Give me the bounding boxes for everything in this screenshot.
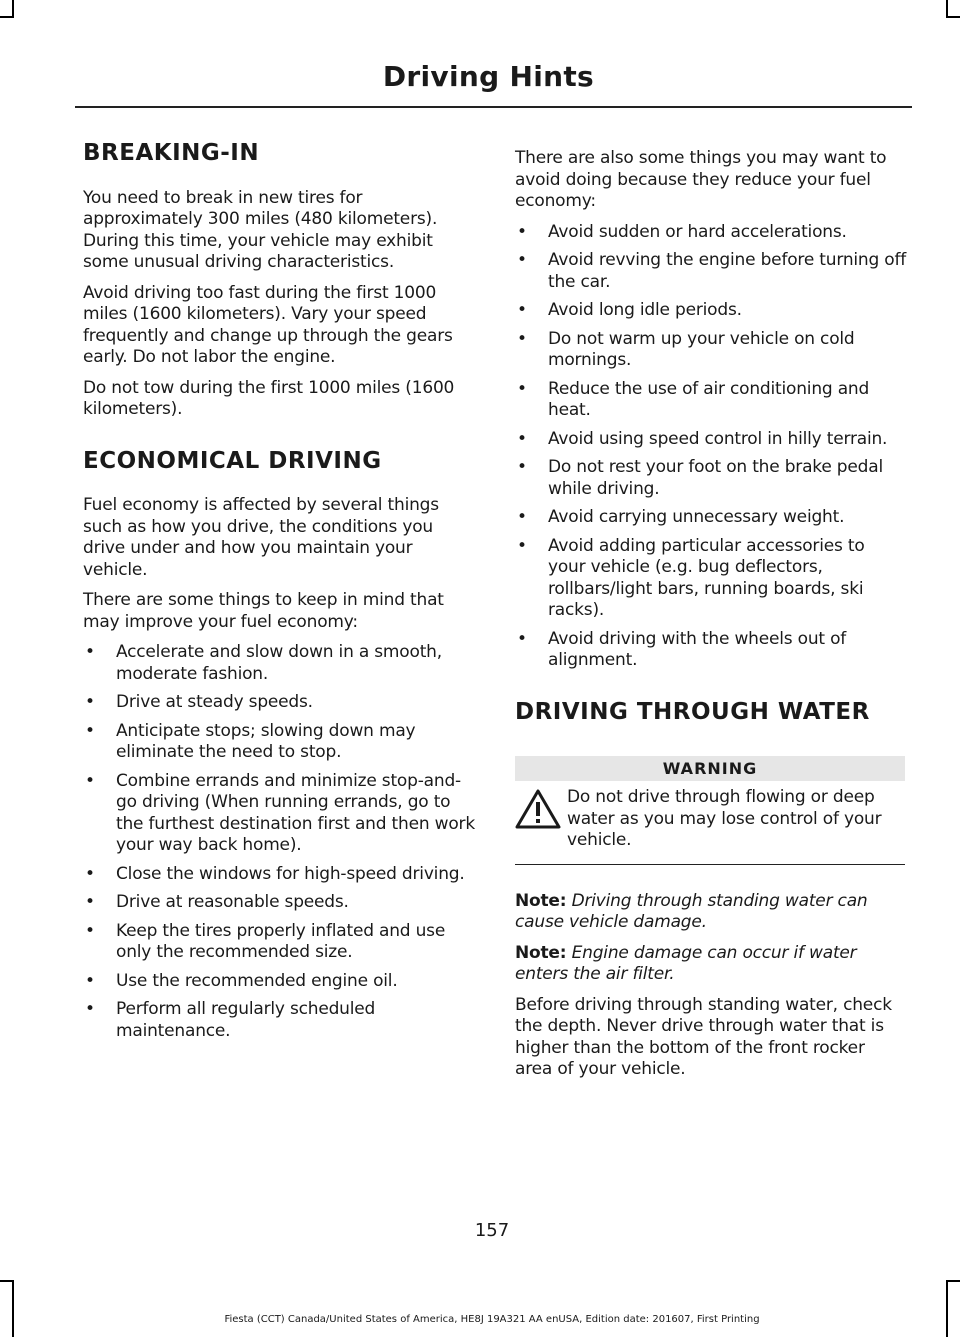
list-item: • Avoid adding particular accessories to your vehicle (e.g. bug deflectors, rollbars/light bars, running boards, ski racks). xyxy=(515,536,907,622)
list-item: • Do not rest your foot on the brake pedal while driving. xyxy=(515,457,907,500)
page-number: 157 xyxy=(474,1220,510,1241)
list-item: • Combine errands and minimize stop-and-go driving (When running errands, go to the furthest destination first and then work your way back home). xyxy=(83,771,475,857)
driving-through-water-heading: DRIVING THROUGH WATER xyxy=(515,698,870,725)
crop-mark xyxy=(12,1280,14,1337)
water-paragraph: Before driving through standing water, check the depth. Never drive through water that is higher than the bottom of the front rocker area of your vehicle. xyxy=(515,994,892,1080)
crop-mark xyxy=(946,1280,948,1337)
warning-label: WARNING xyxy=(515,756,905,781)
list-item: • Anticipate stops; slowing down may eliminate the need to stop. xyxy=(83,721,475,764)
left-column xyxy=(83,140,475,1051)
list-item: • Avoid long idle periods. xyxy=(515,300,907,322)
breaking-in-heading: BREAKING-IN xyxy=(83,140,260,166)
list-item: • Avoid driving with the wheels out of alignment. xyxy=(515,629,907,672)
economy-tips-list xyxy=(83,642,475,1042)
list-item: • Use the recommended engine oil. xyxy=(83,971,475,993)
crop-mark xyxy=(946,16,960,18)
note-text: Driving through standing water can cause vehicle damage. xyxy=(515,890,868,933)
note xyxy=(515,891,907,934)
note-label: Note: xyxy=(515,942,567,963)
list-item: • Avoid revving the engine before turning off the car. xyxy=(515,250,907,293)
economical-paragraph: Fuel economy is affected by several things such as how you drive, the conditions you drive under and how you maintain your vehicle. xyxy=(83,495,439,580)
list-item: • Avoid carrying unnecessary weight. xyxy=(515,507,907,529)
header-rule xyxy=(75,106,912,108)
list-item: • Drive at reasonable speeds. xyxy=(83,892,475,914)
avoid-list xyxy=(515,222,907,672)
economical-driving-heading: ECONOMICAL DRIVING xyxy=(83,447,382,474)
crop-mark xyxy=(946,1280,960,1282)
crop-mark xyxy=(0,16,14,18)
list-item: • Close the windows for high-speed driving. xyxy=(83,864,475,886)
note xyxy=(515,943,907,986)
chapter-title: Driving Hints xyxy=(382,60,594,93)
breaking-in-paragraph: Do not tow during the first 1000 miles (1600 kilometers). xyxy=(83,377,455,420)
list-item: • Do not warm up your vehicle on cold mornings. xyxy=(515,329,907,372)
avoid-intro-paragraph: There are also some things you may want to avoid doing because they reduce your fuel economy: xyxy=(515,148,887,211)
list-item: • Drive at steady speeds. xyxy=(83,692,475,714)
economical-paragraph: There are some things to keep in mind that may improve your fuel economy: xyxy=(83,590,444,632)
edition-footer: Fiesta (CCT) Canada/United States of America, HE8J 19A321 AA enUSA, Edition date: 201607, First Printing xyxy=(224,1314,760,1325)
warning-triangle-icon xyxy=(515,789,567,833)
list-item: • Avoid using speed control in hilly terrain. xyxy=(515,429,907,451)
note-label: Note: xyxy=(515,890,567,911)
list-item: • Accelerate and slow down in a smooth, moderate fashion. xyxy=(83,642,475,685)
list-item: • Keep the tires properly inflated and use only the recommended size. xyxy=(83,921,475,964)
breaking-in-paragraph: You need to break in new tires for approximately 300 miles (480 kilometers). During this time, your vehicle may exhibit some unusual driving characteristics. xyxy=(83,187,438,273)
list-item: • Reduce the use of air conditioning and heat. xyxy=(515,379,907,422)
warning-text: Do not drive through flowing or deep water as you may lose control of your vehicle. xyxy=(567,787,882,851)
crop-mark xyxy=(0,1280,14,1282)
warning-block xyxy=(515,756,905,865)
list-item: • Perform all regularly scheduled maintenance. xyxy=(83,999,475,1042)
right-column xyxy=(515,148,907,1090)
breaking-in-paragraph: Avoid driving too fast during the first 1000 miles (1600 kilometers). Vary your speed frequently and change up through the gears early. Do not labor the engine. xyxy=(83,282,453,368)
warning-rule xyxy=(515,864,905,865)
list-item: • Avoid sudden or hard accelerations. xyxy=(515,222,907,244)
note-text: Engine damage can occur if water enters the air filter. xyxy=(515,942,857,985)
